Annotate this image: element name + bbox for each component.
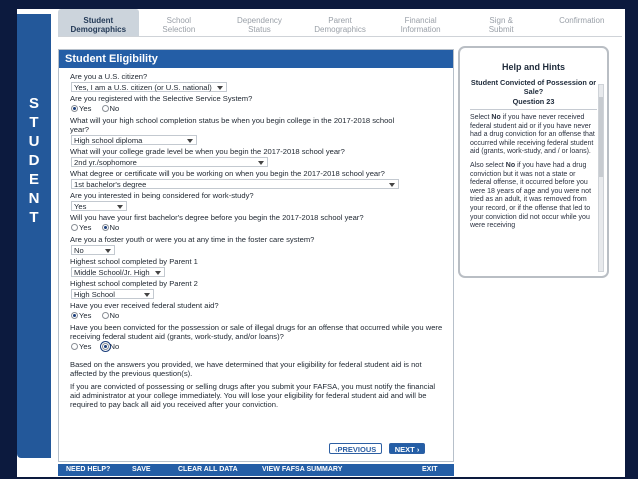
citizen-select[interactable] xyxy=(71,82,227,92)
help-paragraph xyxy=(470,162,595,231)
sidebar-letter: U xyxy=(28,133,40,150)
help-subtitle: Student Convicted of Possession or Sale? xyxy=(470,78,597,96)
sidebar-letter: E xyxy=(28,171,39,188)
tab-student-demographics[interactable]: Student Demographics xyxy=(58,9,139,37)
citizen-select-value: Yes, I am a U.S. citizen (or U.S. national) xyxy=(74,83,212,92)
eligibility-form xyxy=(59,68,453,409)
tab-school-selection[interactable]: School Selection xyxy=(139,9,220,37)
exit-button[interactable]: EXIT xyxy=(422,466,438,473)
chevron-down-icon xyxy=(105,249,111,253)
chevron-down-icon xyxy=(258,161,264,165)
first-bachelors-radios xyxy=(70,222,453,233)
help-question-number: Question 23 xyxy=(512,97,555,106)
received-aid-radios xyxy=(70,310,453,321)
previous-button[interactable]: ‹PREVIOUS xyxy=(329,443,382,454)
previous-button-label: PREVIOUS xyxy=(337,445,377,454)
student-sidebar xyxy=(17,14,51,458)
tab-parent-demographics[interactable]: Parent Demographics xyxy=(300,9,381,37)
radio-label: No xyxy=(109,223,120,232)
question-received-aid: Have you ever received federal student aid? xyxy=(70,301,219,310)
received-aid-no-radio[interactable] xyxy=(102,312,109,319)
radio-label: No xyxy=(109,104,120,113)
radio-label: Yes xyxy=(79,342,92,351)
selective-service-radios xyxy=(70,103,453,114)
parent2-school-select-value: High School xyxy=(74,290,115,299)
degree-select-value: 1st bachelor's degree xyxy=(74,180,147,189)
question-drug-conviction: Have you been convicted for the possession or sale of illegal drugs for an offense that occurred while you were receiving federal student aid (grants, work-study, and/or loans)? xyxy=(70,323,443,341)
chevron-down-icon xyxy=(389,183,395,187)
first-bachelors-yes-radio[interactable] xyxy=(71,224,78,231)
radio-label: Yes xyxy=(79,223,92,232)
parent1-school-select-value: Middle School/Jr. High xyxy=(74,268,150,277)
clear-all-data-button[interactable]: CLEAR ALL DATA xyxy=(178,466,238,473)
save-button[interactable]: SAVE xyxy=(132,466,151,473)
next-button-label: NEXT xyxy=(394,445,415,454)
help-text: Select xyxy=(470,114,492,121)
foster-youth-select[interactable] xyxy=(71,245,115,255)
help-and-hints-panel xyxy=(458,46,609,278)
tab-confirmation[interactable]: Confirmation xyxy=(541,9,622,37)
chevron-down-icon xyxy=(217,86,223,90)
sidebar-vertical-label xyxy=(17,94,51,227)
next-button[interactable]: NEXT › xyxy=(389,443,426,454)
help-text: Also select xyxy=(470,161,506,169)
panel-title: Student Eligibility xyxy=(59,50,453,68)
chevron-down-icon xyxy=(117,205,123,209)
question-parent1-school: Highest school completed by Parent 1 xyxy=(70,257,198,266)
question-first-bachelors: Will you have your first bachelor's degree before you begin the 2017-2018 school year? xyxy=(70,213,364,222)
drug-conviction-radios xyxy=(70,341,453,352)
need-help-button[interactable]: NEED HELP? xyxy=(66,466,111,473)
degree-select[interactable] xyxy=(71,179,399,189)
hs-completion-select-value: High school diploma xyxy=(74,136,143,145)
page-navigation xyxy=(329,439,425,457)
radio-label: No xyxy=(109,311,120,320)
radio-label: Yes xyxy=(79,311,92,320)
question-foster-youth: Are you a foster youth or were you at any time in the foster care system? xyxy=(70,235,315,244)
student-eligibility-panel xyxy=(58,49,454,462)
radio-label: Yes xyxy=(79,104,92,113)
view-fafsa-summary-button[interactable]: VIEW FAFSA SUMMARY xyxy=(262,466,343,473)
selective-service-no-radio[interactable] xyxy=(102,105,109,112)
first-bachelors-no-radio[interactable] xyxy=(102,224,109,231)
sidebar-letter: N xyxy=(28,190,40,207)
parent1-school-select[interactable] xyxy=(71,267,165,277)
help-body xyxy=(470,114,595,231)
received-aid-yes-radio[interactable] xyxy=(71,312,78,319)
question-work-study: Are you interested in being considered for work-study? xyxy=(70,191,254,200)
conviction-warning-text: If you are convicted of possessing or selling drugs after you submit your FAFSA, you must notify the financial aid administrator at your college immediately. You will lose your eligibility for federal student aid and will be required to pay back all aid you received after your conviction. xyxy=(70,382,436,409)
help-text-bold: No xyxy=(505,161,516,169)
work-study-select-value: Yes xyxy=(74,202,87,211)
sidebar-letter: D xyxy=(28,152,40,169)
eligibility-determination-text: Based on the answers you provided, we have determined that your eligibility for federal student aid is not affected by the previous question(s). xyxy=(70,360,422,378)
selective-service-yes-radio[interactable] xyxy=(71,105,78,112)
tab-financial-information[interactable]: Financial Information xyxy=(380,9,461,37)
chevron-down-icon xyxy=(187,139,193,143)
grade-level-select[interactable] xyxy=(71,157,268,167)
help-text-bold: No xyxy=(491,114,501,121)
question-selective-service: Are you registered with the Selective Service System? xyxy=(70,94,253,103)
drug-conviction-yes-radio[interactable] xyxy=(71,343,78,350)
bottom-action-bar xyxy=(58,464,454,476)
tab-dependency-status[interactable]: Dependency Status xyxy=(219,9,300,37)
help-title: Help and Hints xyxy=(501,62,565,72)
chevron-down-icon xyxy=(144,293,150,297)
question-citizen: Are you a U.S. citizen? xyxy=(70,72,148,81)
foster-youth-select-value: No xyxy=(74,246,84,255)
drug-conviction-no-radio[interactable] xyxy=(102,343,109,350)
tab-sign-submit[interactable]: Sign & Submit xyxy=(461,9,542,37)
section-tabs xyxy=(58,9,622,37)
grade-level-select-value: 2nd yr./sophomore xyxy=(74,158,137,167)
radio-label: No xyxy=(109,342,120,351)
chevron-down-icon xyxy=(155,271,161,275)
question-degree: What degree or certificate will you be working on when you begin the 2017-2018 school year? xyxy=(70,169,385,178)
parent2-school-select[interactable] xyxy=(71,289,154,299)
work-study-select[interactable] xyxy=(71,201,127,211)
help-scrollbar-thumb[interactable] xyxy=(599,97,603,177)
question-grade-level: What will your college grade level be when you begin the 2017-2018 school year? xyxy=(70,147,345,156)
help-text: if you have had a drug conviction but it was not a state or federal offense, it occurred before you were 18 years of age and you were not tried as an adult, it was removed from your record, or if the offense that led to your conviction did not occur while you were receiving xyxy=(470,161,592,230)
help-divider xyxy=(470,109,597,110)
question-parent2-school: Highest school completed by Parent 2 xyxy=(70,279,198,288)
help-scrollbar[interactable] xyxy=(598,84,604,272)
sidebar-letter: T xyxy=(29,114,39,131)
help-text: if you have never received federal student aid or if you have never had a drug conviction for an offense that occurred while receiving federal student aid (grants, work-study, and / or loans). xyxy=(470,114,595,156)
hs-completion-select[interactable] xyxy=(71,135,197,145)
slide xyxy=(17,9,625,477)
sidebar-letter: T xyxy=(29,209,39,226)
sidebar-letter: S xyxy=(28,95,39,112)
question-hs-completion: What will your high school completion status be when you begin college in the 2017-2018 school year? xyxy=(70,116,395,134)
help-paragraph xyxy=(470,114,595,157)
